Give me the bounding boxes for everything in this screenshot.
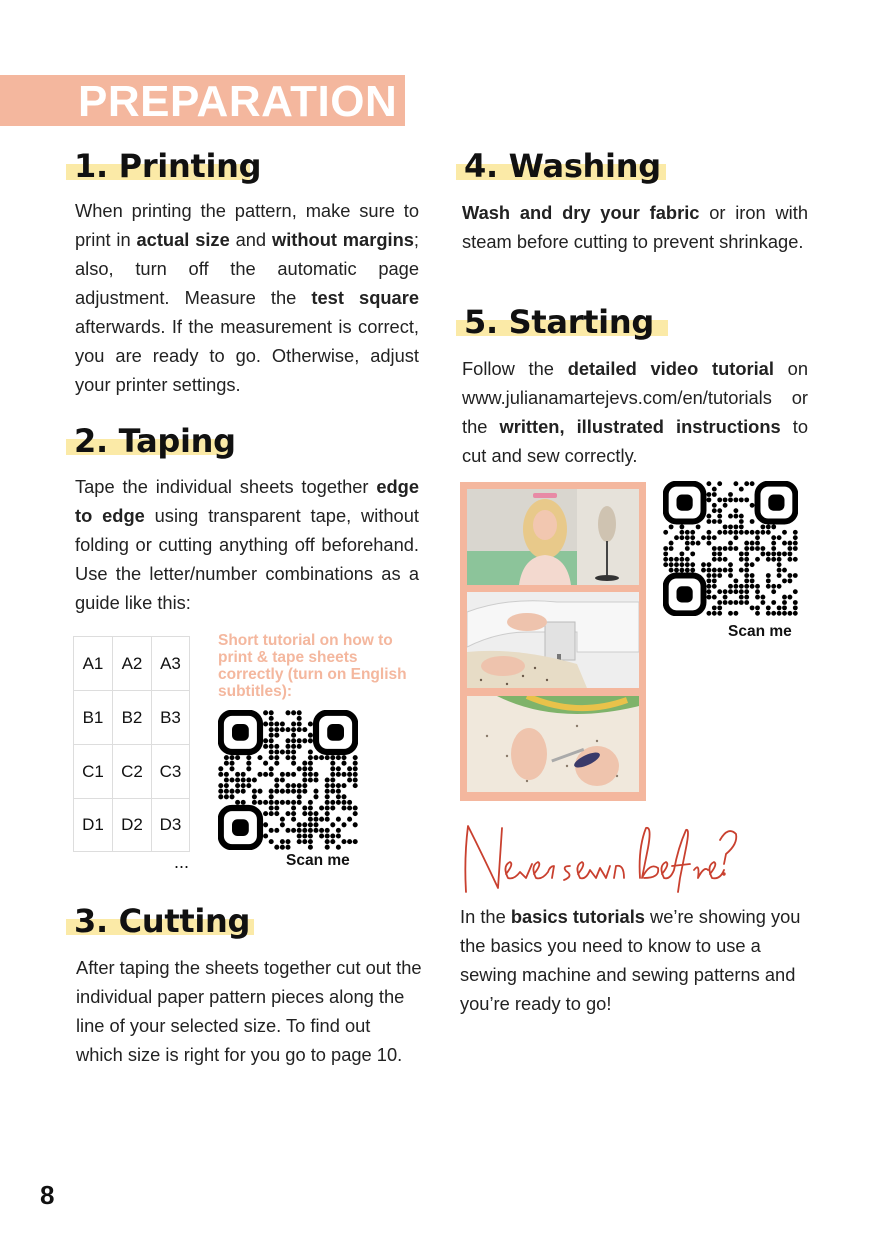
sheet-grid-cell: A1 (73, 636, 112, 690)
sheet-grid-cell: D1 (73, 798, 112, 852)
page-title: PREPARATION (78, 77, 398, 126)
sheet-grid-cell: A3 (151, 636, 190, 690)
text-run: on www.julianamartejevs.com/en/tutorials or the (462, 358, 808, 437)
text-run: afterwards. If the measurement is correct, you are ready to go. Otherwise, adjust your printer settings. (75, 316, 419, 395)
heading-starting-text: 5. Starting (464, 303, 654, 341)
bold-text: basics tutorials (510, 906, 645, 927)
tape-tutorial-scan-label: Scan me (286, 852, 350, 869)
text-run: Follow the (462, 358, 568, 379)
printing-text (75, 196, 419, 399)
sheet-grid-cell: B1 (73, 690, 112, 744)
text-run: ; also, turn off the automatic page adjustment. Measure the (75, 229, 420, 308)
sheet-grid-cell: D2 (112, 798, 151, 852)
photo-cutting-fabric (467, 696, 639, 792)
bold-text: Wash and dry your fabric (462, 202, 700, 223)
heading-taping-text: 2. Taping (74, 422, 236, 460)
sheet-grid-ellipsis: ... (174, 852, 190, 872)
video-tutorial-scan-label: Scan me (728, 623, 792, 640)
starting-text (462, 354, 808, 470)
text-run: After taping the sheets together cut out the individual paper pattern pieces along the line of your selected size. To find out which size is right for you go to page 10. (76, 957, 422, 1065)
heading-washing (456, 146, 661, 186)
washing-text (462, 198, 808, 256)
text-run: we’re showing you the basics you need to know to use a sewing machine and sewing patterns and you’re ready to go! (460, 906, 801, 1014)
sheet-grid-cell: D3 (151, 798, 190, 852)
sheet-grid-cell: B3 (151, 690, 190, 744)
tape-tutorial-note: Short tutorial on how to print & tape sheets correctly (turn on English subtitles): (218, 632, 407, 700)
text-run: When printing the pattern, make sure to print in (75, 200, 419, 250)
text-run: and (229, 229, 272, 250)
never-sewn-before-script-heading (458, 818, 740, 900)
photo-sewing-machine (467, 592, 639, 688)
sheet-grid-cell: A2 (112, 636, 151, 690)
heading-washing-text: 4. Washing (464, 147, 661, 185)
text-run: to cut and sew correctly. (462, 416, 809, 466)
sheet-grid (73, 636, 190, 852)
tutorial-photo-strip (460, 482, 646, 801)
tape-tutorial-qr-code[interactable] (218, 710, 358, 850)
text-run: using transparent tape, without folding or cutting anything off beforehand. Use the letter/number combinations as a guide like this: (75, 505, 419, 613)
photo-presenter (467, 489, 639, 585)
heading-starting (456, 302, 654, 342)
heading-printing-text: 1. Printing (74, 147, 262, 185)
bold-text: edge to edge (75, 476, 419, 526)
heading-taping (66, 421, 236, 461)
sheet-grid-cell: C2 (112, 744, 151, 798)
heading-cutting (66, 901, 250, 941)
heading-cutting-text: 3. Cutting (74, 902, 251, 940)
bold-text: without margins (271, 229, 414, 250)
bold-text: detailed video tutorial (567, 358, 774, 379)
text-run: In the (460, 906, 511, 927)
heading-printing (66, 146, 261, 186)
taping-text (75, 472, 419, 617)
bold-text: test square (311, 287, 420, 308)
sheet-grid-cell: B2 (112, 690, 151, 744)
page-number: 8 (40, 1180, 55, 1210)
sheet-grid-cell: C3 (151, 744, 190, 798)
sheet-grid-cell: C1 (73, 744, 112, 798)
cutting-text (76, 953, 422, 1069)
bold-text: actual size (136, 229, 230, 250)
basics-text (460, 902, 810, 1018)
text-run: Tape the individual sheets together (75, 476, 377, 497)
bold-text: written, illustrated instructions (499, 416, 781, 437)
text-run: or iron with steam before cutting to prevent shrinkage. (462, 202, 808, 252)
video-tutorial-qr-code[interactable] (663, 481, 798, 616)
